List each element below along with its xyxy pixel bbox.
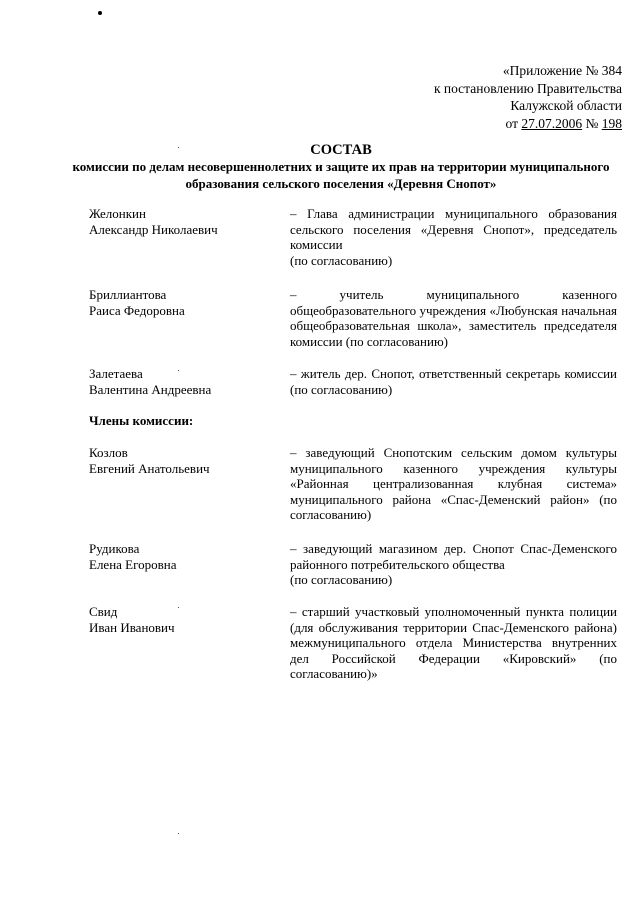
person-role-text: – заведующий Снопотским сельским домом культуры муниципального казенного учреждения культуры «Районная централизованная клубная система» муниципального района «Спас-Деменский район» (по согласованию) bbox=[290, 445, 617, 523]
appendix-line-1: «Приложение № 384 bbox=[502, 63, 622, 78]
document-title: СОСТАВ bbox=[310, 142, 372, 158]
person-given-names: Раиса Федоровна bbox=[89, 302, 185, 318]
person-given-names: Валентина Андреевна bbox=[89, 381, 212, 397]
person-role bbox=[290, 604, 617, 682]
scan-speck bbox=[178, 833, 179, 834]
appendix-number-prefix: № bbox=[582, 115, 602, 131]
person-surname: Желонкин bbox=[89, 206, 146, 221]
appendix-line-4 bbox=[434, 115, 622, 133]
person-surname: Рудикова bbox=[89, 541, 140, 556]
person-name bbox=[89, 541, 279, 572]
members-heading: Члены комиссии: bbox=[89, 413, 194, 428]
scan-mark-dot bbox=[98, 11, 102, 15]
person-role-text: – учитель муниципального казенного общеобразовательного учреждения «Любунская начальная общеобразовательная школа», заместитель председателя комиссии (по согласованию) bbox=[290, 287, 617, 349]
person-role-text: – Глава администрации муниципального образования сельского поселения «Деревня Снопот», председатель комиссии bbox=[290, 206, 617, 253]
person-surname: Бриллиантова bbox=[89, 287, 167, 302]
person-surname: Залетаева bbox=[89, 366, 143, 381]
person-given-names: Александр Николаевич bbox=[89, 221, 218, 237]
person-given-names: Елена Егоровна bbox=[89, 556, 177, 572]
person-name bbox=[89, 445, 279, 476]
person-role bbox=[290, 287, 617, 349]
person-given-names: Евгений Анатольевич bbox=[89, 460, 210, 476]
person-surname: Свид bbox=[89, 604, 118, 619]
person-name bbox=[89, 366, 279, 397]
document-subtitle: комиссии по делам несовершеннолетних и защите их прав на территории муниципального образования сельского поселения «Деревня Снопот» bbox=[72, 159, 610, 191]
person-role-note: (по согласованию) bbox=[290, 252, 393, 268]
person-name bbox=[89, 604, 279, 635]
person-role-text: – старший участковый уполномоченный пункта полиции (для обслуживания территории Спас-Деменского района) межмуниципального отдела Министерства внутренних дел Российской Федерации «Кировский» (по согласованию)» bbox=[290, 604, 617, 682]
person-role-text: – житель дер. Снопот, ответственный секретарь комиссии (по согласованию) bbox=[290, 366, 617, 397]
person-role bbox=[290, 206, 617, 268]
appendix-date-prefix: от bbox=[505, 115, 522, 131]
person-surname: Козлов bbox=[89, 445, 128, 460]
person-name bbox=[89, 206, 279, 237]
person-given-names: Иван Иванович bbox=[89, 619, 175, 635]
document-title-block bbox=[60, 141, 622, 192]
person-role bbox=[290, 366, 617, 397]
appendix-line-2: к постановлению Правительства bbox=[433, 80, 622, 96]
person-role-text: – заведующий магазином дер. Снопот Спас-Деменского районного потребительского общества bbox=[290, 541, 617, 572]
appendix-line-3: Калужской области bbox=[510, 98, 622, 113]
appendix-header bbox=[434, 62, 622, 132]
appendix-date: 27.07.2006 bbox=[521, 115, 583, 131]
appendix-number: 198 bbox=[601, 115, 622, 131]
person-role bbox=[290, 445, 617, 523]
person-role-note: (по согласованию) bbox=[290, 572, 393, 588]
person-role bbox=[290, 541, 617, 588]
person-name bbox=[89, 287, 279, 318]
